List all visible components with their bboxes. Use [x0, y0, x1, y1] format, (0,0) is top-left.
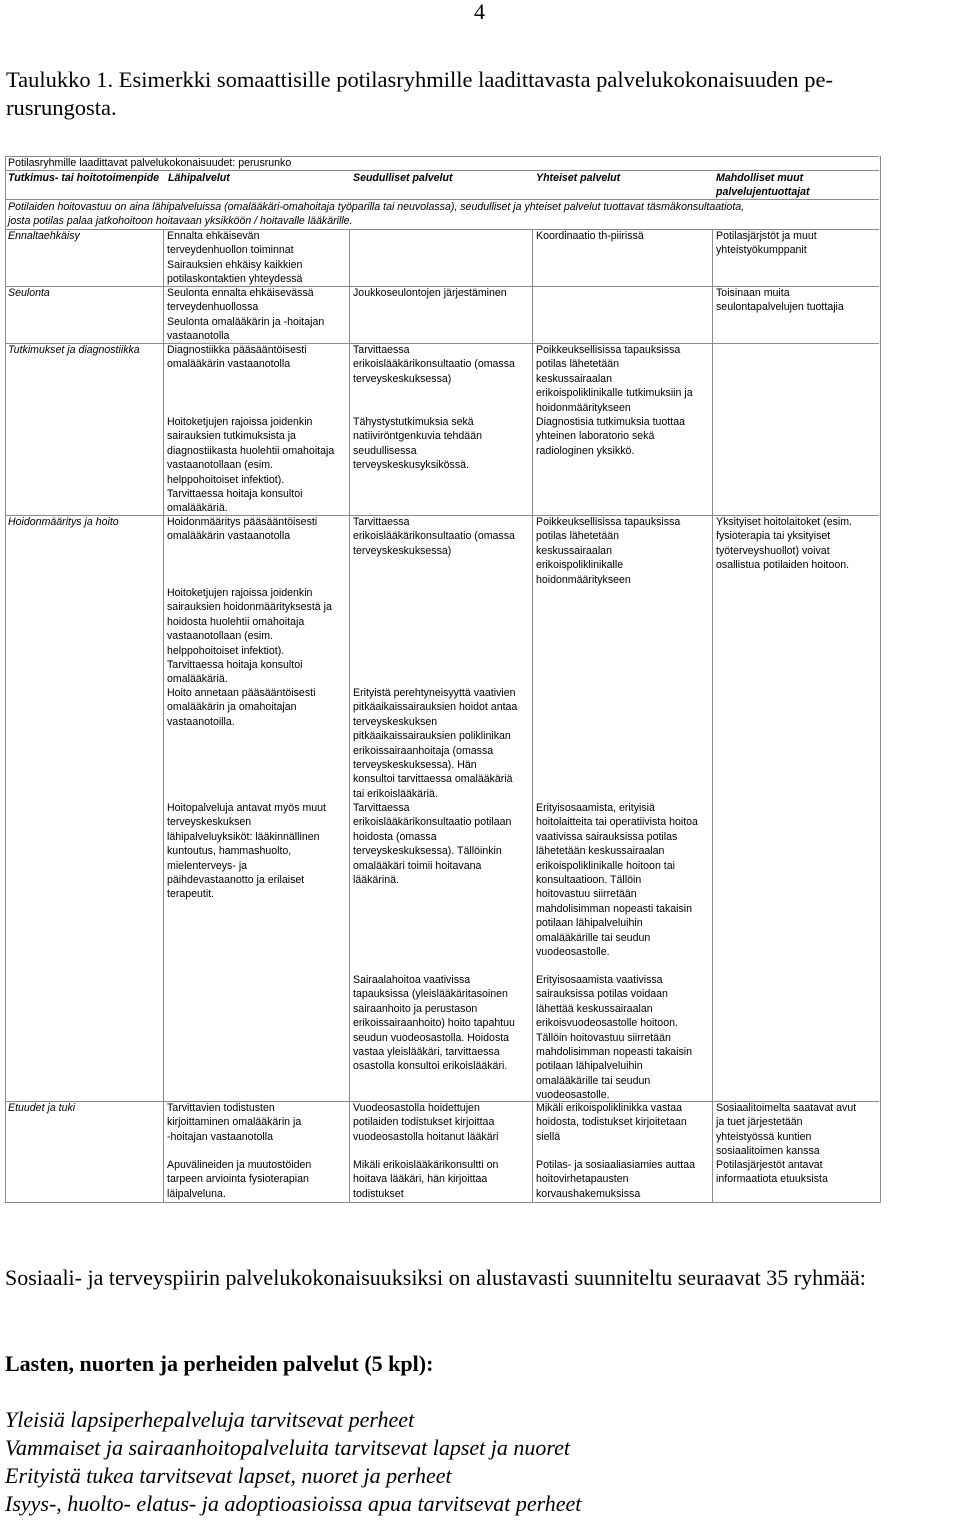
table-intro: Potilaiden hoitovastuu on aina lähipalveluissa (omalääkäri-omahoitaja työparilla tai neuvolassa), seudulliset ja yhteiset palvelut tuottavat täsmäkonsultaatiota, josta potilas palaa jatkohoitoon hoitavaan yksikköön / hoitavalle lääkärille.	[8, 201, 745, 228]
service-table	[5, 156, 879, 1202]
col-divider-1	[163, 229, 164, 1202]
prevention-shared: Koordinaatio th-piirissä	[536, 230, 644, 242]
treatment-shared-5: Erityisosaamista vaativissa sairauksissa potilas voidaan lähettää keskussairaalan erikoisvuodeosastolle hoitoon. Tällöin hoitovastuu siirretään mahdolisimman nopeasti takaisin potilaan lähipalveluihin omalääkärille tai seudun vuodeosastolle.	[536, 974, 693, 1102]
row-label-diagnostics: Tutkimukset ja diagnostiikka	[8, 344, 140, 356]
table-title: Potilasryhmille laadittavat palvelukokonaisuudet: perusrunko	[8, 157, 292, 169]
list-item: Vammaiset ja sairaanhoitopalveluita tarvitsevat lapset ja nuoret	[5, 1435, 571, 1460]
diagnostics-local-2: Hoitoketjujen rajoissa joidenkin sairauksien tutkimuksista ja diagnostiikasta huolehtii omahoitaja vastaanotollaan (esim. helppohoitoiset infektiot). Tarvittaessa hoitaja konsultoi omalääkäriä.	[167, 416, 335, 515]
treatment-regional-4: Tarvittaessa erikoislääkärikonsultaatio potilaan hoidosta (omassa terveyskeskuksessa). Tällöinkin omalääkäri toimii hoitavana lääkärinä.	[353, 802, 512, 887]
page-number: 4	[474, 0, 485, 24]
screening-regional: Joukkoseulontojen järjestäminen	[353, 287, 507, 299]
caption-line-1: Taulukko 1. Esimerkki somaattisille potilasryhmille laadittavasta palvelukokonaisuuden pe-	[6, 67, 833, 92]
row-label-treatment: Hoidonmääritys ja hoito	[8, 516, 119, 528]
benefits-regional-2: Mikäli erikoislääkärikonsultti on hoitava lääkäri, hän kirjoittaa todistukset	[353, 1159, 499, 1200]
benefits-shared-1: Mikäli erikoispoliklinikka vastaa hoidosta, todistukset kirjoitetaan siellä	[536, 1102, 687, 1143]
treatment-other-1: Yksityiset hoitolaitoket (esim. fysioterapia tai yksityiset työterveyshuollot) voivat osallistua potilaiden hoitoon.	[716, 516, 853, 572]
table-caption	[6, 66, 958, 122]
benefits-regional-1: Vuodeosastolla hoidettujen potilaiden todistukset kirjoittaa vuodeosastolla hoitanut lääkäri	[353, 1102, 499, 1143]
treatment-regional-3: Erityistä perehtyneisyyttä vaativien pitkäaikaissairauksien hoidot antaa terveyskeskuksen pitkäaikaissairauksien poliklinikan erikoissairaanhoitaja (omassa terveyskeskuksessa). Hän konsultoi tarvittaessa omalääkäriä tai erikoislääkäriä.	[353, 687, 518, 800]
treatment-shared-4: Erityisosaamista, erityisiä hoitolaitteita tai operatiivista hoitoa vaativissa sairauksissa potilas lähetetään keskussairaalan erikoispoliklinikalle hoitoon tai konsultaatioon. Tällöin hoitovastuu siirretään mahdolisimman nopeasti takaisin potilaan lähipalveluihin omalääkärille tai seudun vuodeosastolle.	[536, 802, 698, 959]
diagnostics-shared-1: Poikkeuksellisissa tapauksissa potilas lähetetään keskussairaalan erikoispoliklinikalle tutkimuksiin ja hoidonmääritykseen	[536, 344, 693, 414]
caption-line-2: rusrungosta.	[6, 95, 117, 120]
treatment-local-2: Hoitoketjujen rajoissa joidenkin sairauksien hoidonmäärityksestä ja hoidosta huolehtii omahoitaja vastaanotollaan (esim. helppohoitoiset infektiot). Tarvittaessa hoitaja konsultoi omalääkäriä.	[167, 587, 332, 686]
list-item: Erityistä tukea tarvitsevat lapset, nuoret ja perheet	[5, 1463, 452, 1488]
intro-paragraph: Sosiaali- ja terveyspiirin palvelukokonaisuuksiksi on alustavasti suunniteltu seuraavat 35 ryhmää:	[5, 1265, 866, 1290]
screening-other: Toisinaan muita seulontapalvelujen tuottajia	[716, 287, 844, 314]
header-col-5: Mahdolliset muut palvelujentuottajat	[716, 172, 810, 198]
treatment-local-1: Hoidonmääritys pääsääntöisesti omalääkärin vastaanotolla	[167, 516, 318, 543]
header-col-2: Lähipalvelut	[168, 172, 230, 184]
benefits-local-2: Apuvälineiden ja muutostöiden tarpeen arviointa fysioterapian läipalveluna.	[167, 1159, 312, 1200]
prevention-local-1: Ennalta ehkäisevän terveydenhuollon toiminnat	[167, 230, 294, 257]
screening-local-2: Seulonta omalääkärin ja -hoitajan vastaanotolla	[167, 316, 325, 343]
benefits-other-2: Potilasjärjestöt antavat informaatiota etuuksista	[716, 1159, 828, 1186]
prevention-local-2: Sairauksien ehkäisy kaikkien potilaskontaktien yhteydessä	[167, 259, 303, 286]
diagnostics-shared-2: Diagnostisia tutkimuksia tuottaa yhteinen laboratorio sekä radiologinen yksikkö.	[536, 416, 685, 457]
row-label-prevention: Ennaltaehkäisy	[8, 230, 80, 242]
col-divider-4	[712, 229, 713, 1202]
treatment-regional-1: Tarvittaessa erikoislääkärikonsultaatio (omassa terveyskeskuksessa)	[353, 516, 515, 557]
row-label-screening: Seulonta	[8, 287, 50, 299]
screening-local-1: Seulonta ennalta ehkäisevässä terveydenhuollossa	[167, 287, 314, 314]
benefits-local-1: Tarvittavien todistusten kirjoittaminen omalääkärin ja -hoitajan vastaanotolla	[167, 1102, 302, 1143]
header-col-4: Yhteiset palvelut	[536, 172, 621, 184]
treatment-local-3: Hoito annetaan pääsääntöisesti omalääkärin ja omahoitajan vastaanotoilla.	[167, 687, 316, 728]
diagnostics-regional-1: Tarvittaessa erikoislääkärikonsultaatio (omassa terveyskeskuksessa)	[353, 344, 515, 385]
treatment-local-4: Hoitopalveluja antavat myös muut terveyskeskuksen lähipalveluyksiköt: lääkinnällinen kuntoutus, hammashuolto, mielenterveys- ja päihdevastaanotto ja erilaiset terapeutit.	[167, 802, 326, 901]
list-item: Isyys-, huolto- elatus- ja adoptioasioissa apua tarvitsevat perheet	[5, 1491, 582, 1516]
diagnostics-local-1: Diagnostiikka pääsääntöisesti omalääkärin vastaanotolla	[167, 344, 307, 371]
section-heading: Lasten, nuorten ja perheiden palvelut (5 kpl):	[5, 1351, 434, 1376]
group-list	[5, 1406, 581, 1518]
benefits-shared-2: Potilas- ja sosiaaliasiamies auttaa hoitovirhetapausten korvaushakemuksissa	[536, 1159, 695, 1200]
header-col-1: Tutkimus- tai hoitotoimenpide	[8, 172, 160, 184]
treatment-shared-1: Poikkeuksellisissa tapauksissa potilas lähetetään keskussairaalan erikoispoliklinikalle hoidonmääritykseen	[536, 516, 681, 586]
col-divider-2	[349, 229, 350, 1202]
diagnostics-regional-2: Tähystystutkimuksia sekä natiiviröntgenkuvia tehdään seudullisessa terveyskeskusyksikössä.	[353, 416, 482, 472]
header-col-3: Seudulliset palvelut	[353, 172, 453, 184]
benefits-other-1: Sosiaalitoimelta saatavat avut ja tuet järjestetään yhteistyössä kuntien sosiaalitoimen kanssa	[716, 1102, 857, 1158]
treatment-regional-5: Sairaalahoitoa vaativissa tapauksissa (yleislääkäritasoinen sairaanhoito ja perustason erikoissairaanhoito) hoito tapahtuu seudun vuodeosastolla. Hoidosta vastaa yleislääkäri, tarvittaessa osastolla konsultoi erikoislääkäri.	[353, 974, 515, 1073]
list-item: Yleisiä lapsiperhepalveluja tarvitsevat perheet	[5, 1407, 415, 1432]
row-label-benefits: Etuudet ja tuki	[8, 1102, 76, 1114]
prevention-other: Potilasjärjstöt ja muut yhteistyökumppanit	[716, 230, 817, 257]
